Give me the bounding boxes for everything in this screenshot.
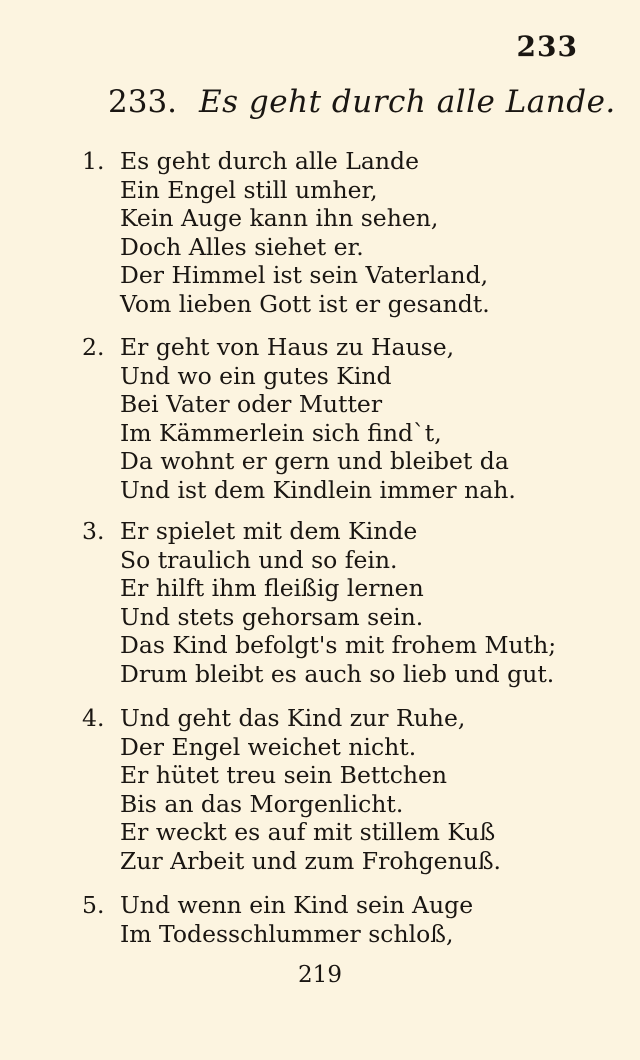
verse-line: Im Kämmerlein sich find`t, <box>120 418 442 447</box>
stanza-number: 5. <box>82 891 105 919</box>
verse-line: Und stets gehorsam sein. <box>120 602 424 631</box>
verse-line: Doch Alles siehet er. <box>120 232 364 261</box>
hymn-title <box>108 84 616 120</box>
stanza-2 <box>82 333 516 505</box>
verse-line: Das Kind befolgt's mit frohem Muth; <box>120 631 557 660</box>
verse-line: Der Himmel ist sein Vaterland, <box>120 261 489 290</box>
stanza-4 <box>82 704 501 876</box>
verse-line: So traulich und so fein. <box>120 545 398 574</box>
verse-line: Kein Auge kann ihn sehen, <box>120 204 439 233</box>
verse-line: Ein Engel still umher, <box>120 175 378 204</box>
verse-line: Er weckt es auf mit stillem Kuß <box>120 818 496 847</box>
verse-line: Bis an das Morgenlicht. <box>120 789 404 818</box>
verse-line: Vom lieben Gott ist er gesandt. <box>120 289 490 318</box>
verse-line: Der Engel weichet nicht. <box>120 732 417 761</box>
stanza-5 <box>82 891 473 948</box>
verse-line: Und wenn ein Kind sein Auge <box>120 891 474 919</box>
verse-line: Er hilft ihm fleißig lernen <box>120 574 424 603</box>
verse-line: Und wo ein gutes Kind <box>120 361 392 390</box>
stanza-number: 1. <box>82 147 105 175</box>
page-number-top: 233 <box>516 30 578 63</box>
verse-line: Und ist dem Kindlein immer nah. <box>120 475 516 504</box>
stanza-number: 4. <box>82 704 105 732</box>
verse-line: Drum bleibt es auch so lieb und gut. <box>120 659 555 688</box>
stanza-1 <box>82 147 490 319</box>
stanza-number: 2. <box>82 333 105 361</box>
verse-line: Und geht das Kind zur Ruhe, <box>120 704 466 732</box>
verse-line: Bei Vater oder Mutter <box>120 390 383 419</box>
hymn-number: 233. <box>108 84 178 120</box>
verse-line: Im Todesschlummer schloß, <box>120 919 454 948</box>
verse-line: Er hütet treu sein Bettchen <box>120 761 448 790</box>
verse-line: Er geht von Haus zu Hause, <box>120 333 455 361</box>
stanza-3 <box>82 517 556 689</box>
verse-line: Es geht durch alle Lande <box>120 147 419 175</box>
hymn-title-text: Es geht durch alle Lande. <box>199 84 616 120</box>
stanza-number: 3. <box>82 517 105 545</box>
page-number-bottom: 219 <box>298 962 342 988</box>
verse-line: Zur Arbeit und zum Frohgenuß. <box>120 846 502 875</box>
verse-line: Er spielet mit dem Kinde <box>120 517 418 545</box>
verse-line: Da wohnt er gern und bleibet da <box>120 447 509 476</box>
